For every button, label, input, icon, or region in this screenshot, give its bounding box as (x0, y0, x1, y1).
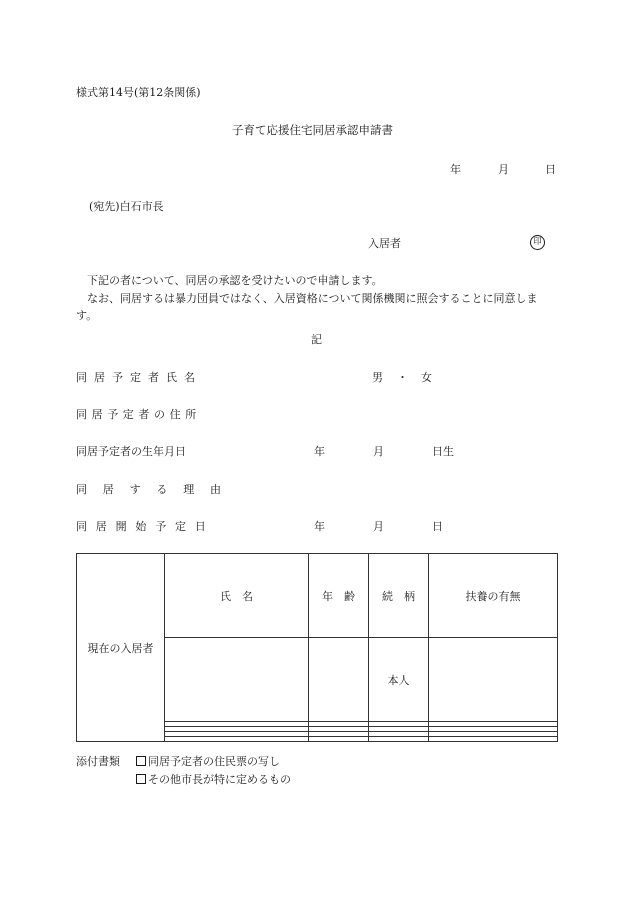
dependent-cell[interactable] (429, 638, 558, 722)
col-name-header: 氏 名 (165, 554, 309, 638)
seal-mark: 印 (530, 235, 545, 250)
col-relation-header: 続 柄 (369, 554, 429, 638)
checkbox-icon[interactable] (136, 756, 146, 766)
form-number: 様式第14号(第12条関係) (76, 86, 201, 99)
attachments-label: 添付書類 (76, 755, 120, 768)
gender-female: 女 (421, 371, 432, 384)
start-month-label: 月 (373, 520, 384, 533)
applicant-label: 入居者 (368, 237, 401, 250)
date-year-label: 年 (450, 163, 461, 176)
field-start-label: 同居開始予定日 (76, 520, 215, 533)
attachment-item-2-text: その他市長が特に定めるもの (148, 773, 291, 786)
field-address-label: 同居予定者の住所 (76, 408, 201, 421)
page-title: 子育て応援住宅同居承認申請書 (232, 123, 393, 137)
attachment-item-2 (136, 771, 291, 787)
field-reason-label: 同居する理由 (76, 483, 237, 496)
age-cell[interactable] (309, 737, 369, 742)
addressee: (宛先)白石市長 (89, 200, 164, 213)
attachment-item-1-text: 同居予定者の住民票の写し (148, 755, 280, 768)
name-cell[interactable] (165, 638, 309, 722)
ki-heading: 記 (311, 333, 322, 346)
col-dependent-header: 扶養の有無 (429, 554, 558, 638)
relation-cell: 本人 (369, 638, 429, 722)
residents-table (76, 553, 558, 742)
relation-cell[interactable] (369, 737, 429, 742)
date-month-label: 月 (498, 163, 509, 176)
birthdate-year-label: 年 (314, 445, 325, 458)
age-cell[interactable] (309, 638, 369, 722)
col-age-header: 年 齢 (309, 554, 369, 638)
body-text (76, 272, 558, 325)
gender-separator: ・ (397, 371, 408, 384)
current-residents-header: 現在の入居者 (77, 554, 165, 742)
dependent-cell[interactable] (429, 737, 558, 742)
checkbox-icon[interactable] (136, 774, 146, 784)
date-day-label: 日 (545, 163, 556, 176)
name-cell[interactable] (165, 737, 309, 742)
birthdate-month-label: 月 (373, 445, 384, 458)
field-name-label: 同居予定者氏名 (76, 371, 202, 384)
start-day-label: 日 (432, 520, 443, 533)
table-header-row (77, 554, 558, 638)
start-year-label: 年 (314, 520, 325, 533)
attachment-item-1 (136, 753, 280, 769)
birthdate-day-label: 日生 (432, 445, 454, 458)
field-birthdate-label: 同居予定者の生年月日 (76, 445, 186, 458)
gender-male: 男 (372, 371, 383, 384)
body-line-1: 下記の者について、同居の承認を受けたいので申請します。 (87, 274, 383, 287)
body-line-2: なお、同居するは暴力団員ではなく、入居資格について関係機関に照会することに同意します。 (76, 291, 538, 322)
